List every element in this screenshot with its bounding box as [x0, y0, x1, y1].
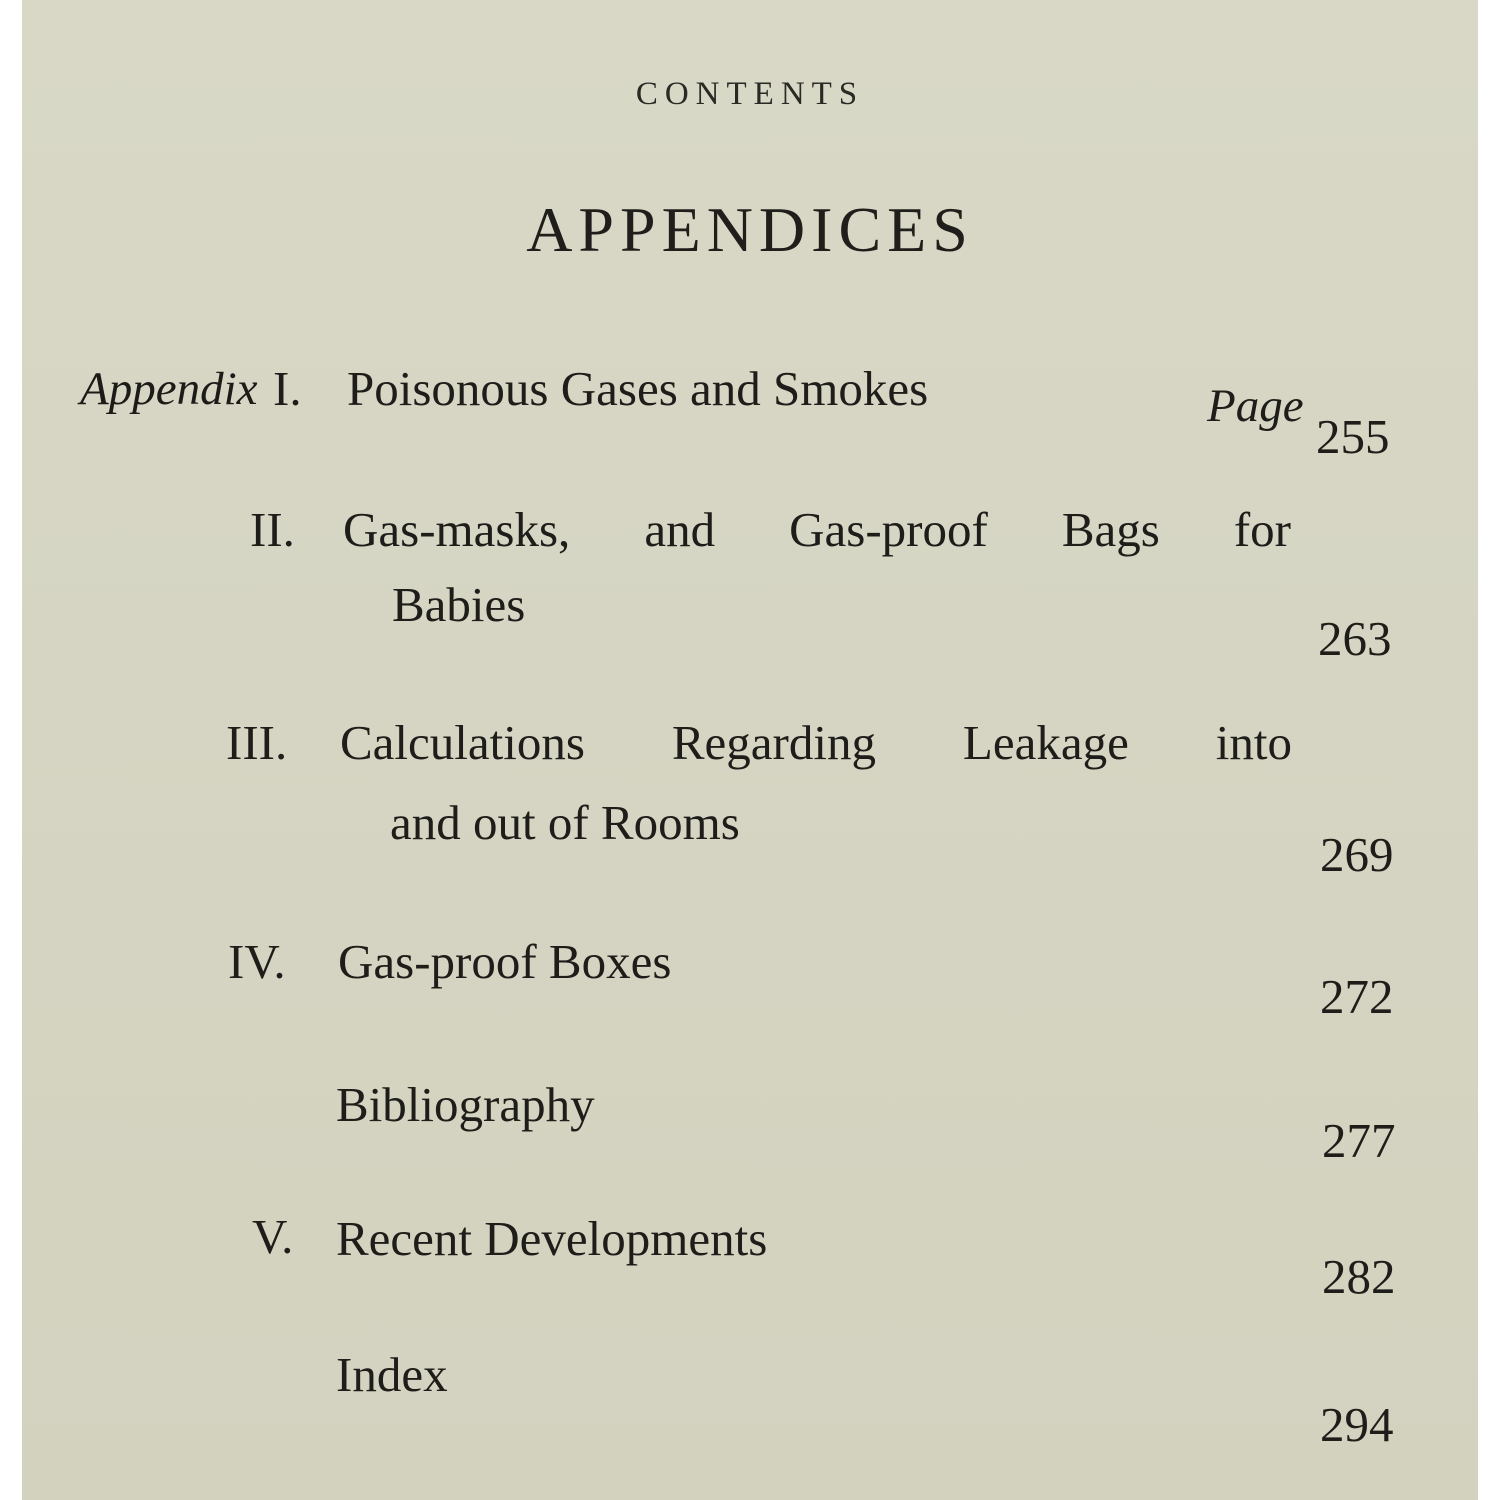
page-number: 282 — [1322, 1249, 1396, 1304]
entry-title: Bibliography — [336, 1077, 595, 1132]
appendix-numeral: III. — [226, 715, 288, 770]
running-head: CONTENTS — [635, 76, 865, 112]
page-number: 294 — [1320, 1397, 1394, 1452]
appendix-numeral: II. — [250, 502, 295, 557]
section-title: APPENDICES — [526, 194, 974, 265]
appendix-numeral: I. — [273, 361, 302, 416]
page-number: 263 — [1318, 611, 1392, 666]
entry-title: Poisonous Gases and Smokes — [347, 361, 929, 416]
entry-title: Calculations Regarding Leakage into — [340, 715, 1292, 770]
appendix-prefix: Appendix — [80, 363, 258, 415]
page-number: 277 — [1322, 1113, 1396, 1168]
page-label: Page — [1207, 380, 1304, 432]
entry-title-continuation: Babies — [392, 577, 526, 632]
entry-title-continuation: and out of Rooms — [390, 795, 740, 850]
page-number: 255 — [1316, 409, 1390, 464]
appendix-numeral: V. — [252, 1209, 294, 1264]
entry-title: Gas-masks, and Gas-proof Bags for — [343, 502, 1291, 557]
appendix-numeral: IV. — [228, 934, 286, 989]
entry-title: Index — [336, 1347, 448, 1402]
page-number: 272 — [1320, 969, 1394, 1024]
entry-title: Recent Developments — [336, 1211, 768, 1266]
entry-title: Gas-proof Boxes — [338, 934, 672, 989]
page-number: 269 — [1320, 827, 1394, 882]
